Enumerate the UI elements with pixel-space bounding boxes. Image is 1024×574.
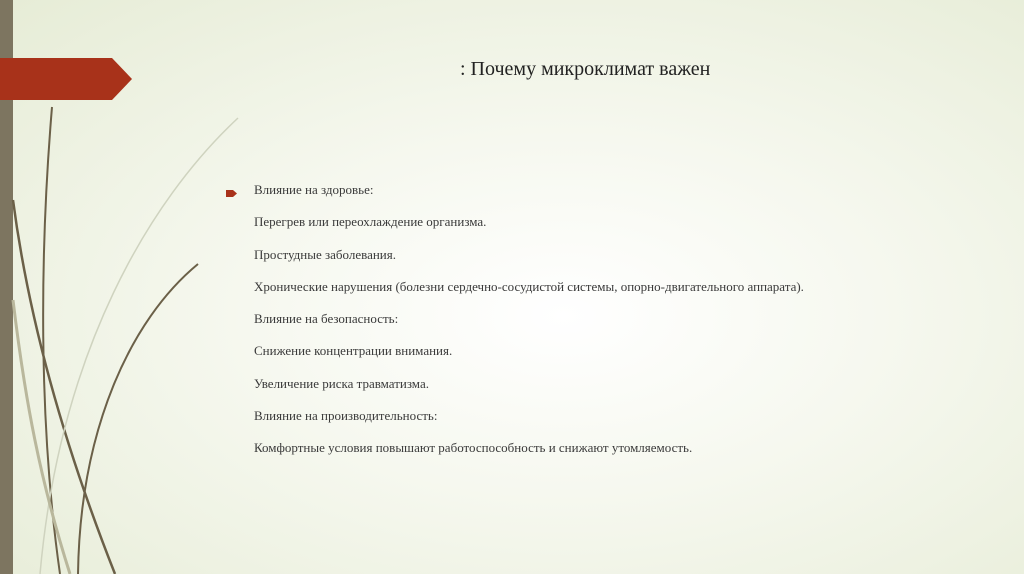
list-item-text: Влияние на здоровье:	[254, 182, 374, 197]
title-arrow-banner	[0, 0, 140, 110]
list-item-text: Перегрев или переохлаждение организма.	[254, 214, 487, 230]
list-item-text: Влияние на безопасность:	[254, 311, 399, 327]
list-item	[224, 311, 804, 343]
list-item	[224, 440, 804, 472]
list-item	[224, 279, 804, 311]
arrow-bullet-icon	[226, 185, 237, 192]
slide-title: : Почему микроклимат важен	[460, 58, 711, 80]
list-item-text: Хронические нарушения (болезни сердечно-сосудистой системы, опорно-двигательного аппарата).	[254, 278, 804, 294]
list-item-text: Увеличение риска травматизма.	[254, 375, 429, 391]
list-item-text: Комфортные условия повышают работоспособность и снижают утомляемость.	[254, 440, 693, 456]
list-item-text: Влияние на производительность:	[254, 408, 438, 424]
list-item	[224, 408, 804, 440]
bullet-list	[224, 182, 804, 473]
list-item	[224, 376, 804, 408]
list-item-text: Снижение концентрации внимания.	[254, 343, 453, 359]
list-item	[224, 247, 804, 279]
list-item	[224, 182, 804, 214]
list-item-text: Простудные заболевания.	[254, 246, 396, 262]
list-item	[224, 214, 804, 246]
list-item	[224, 343, 804, 375]
